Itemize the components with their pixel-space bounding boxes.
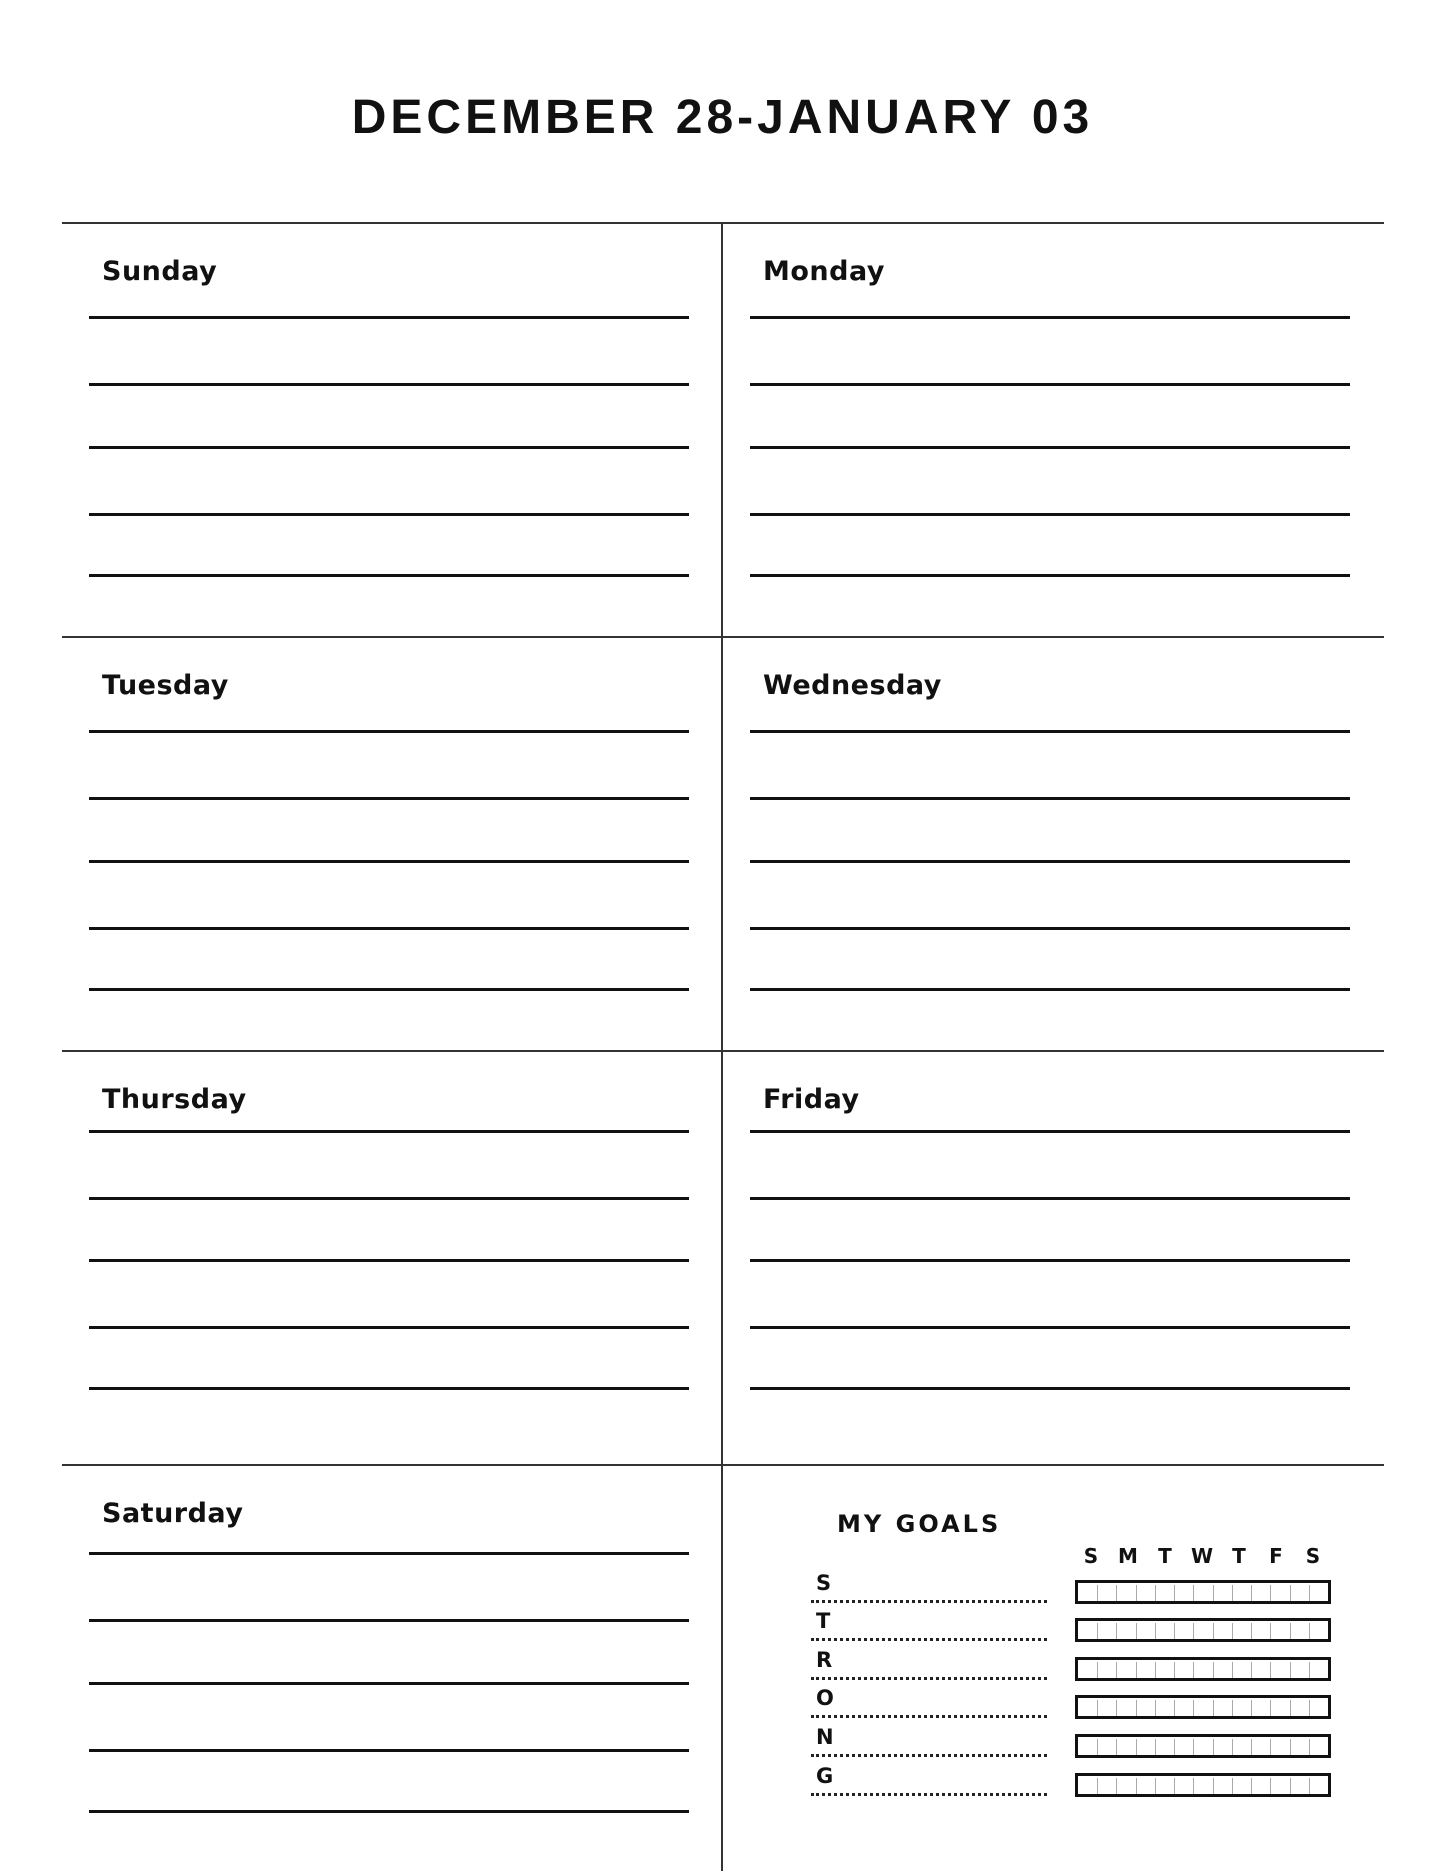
tracker-tick: [1155, 1585, 1156, 1601]
tracker-tick: [1174, 1662, 1175, 1678]
writing-line[interactable]: [89, 730, 689, 733]
tracker-tick: [1213, 1739, 1214, 1755]
writing-line[interactable]: [750, 860, 1350, 863]
tracker-tick: [1213, 1623, 1214, 1639]
goal-tracker[interactable]: [1075, 1695, 1331, 1719]
tracker-tick: [1290, 1662, 1291, 1678]
writing-line[interactable]: [89, 988, 689, 991]
tracker-tick: [1193, 1662, 1194, 1678]
day-cell-monday: [723, 224, 1384, 638]
tracker-tick: [1193, 1623, 1194, 1639]
day-cell-wednesday: [723, 638, 1384, 1052]
writing-line[interactable]: [750, 988, 1350, 991]
goal-row-o: [811, 1686, 1331, 1731]
tracker-tick: [1232, 1662, 1233, 1678]
writing-line[interactable]: [750, 927, 1350, 930]
tracker-tick: [1174, 1623, 1175, 1639]
tracker-tick: [1116, 1585, 1117, 1601]
tracker-tick: [1116, 1662, 1117, 1678]
tracker-tick: [1309, 1778, 1310, 1794]
writing-line[interactable]: [89, 1197, 689, 1200]
tracker-tick: [1136, 1585, 1137, 1601]
tracker-tick: [1116, 1623, 1117, 1639]
goal-row-g: [811, 1764, 1331, 1809]
tracker-tick: [1097, 1623, 1098, 1639]
tracker-tick: [1193, 1585, 1194, 1601]
tracker-tick: [1251, 1585, 1252, 1601]
writing-line[interactable]: [89, 1259, 689, 1262]
writing-line[interactable]: [750, 316, 1350, 319]
tracker-tick: [1309, 1739, 1310, 1755]
tracker-tick: [1193, 1739, 1194, 1755]
day-label-monday: Monday: [763, 256, 885, 287]
tracker-tick: [1155, 1700, 1156, 1716]
tracker-tick: [1251, 1700, 1252, 1716]
writing-line[interactable]: [750, 1197, 1350, 1200]
tracker-tick: [1174, 1585, 1175, 1601]
writing-line[interactable]: [89, 1326, 689, 1329]
writing-line[interactable]: [750, 1259, 1350, 1262]
writing-line[interactable]: [89, 1130, 689, 1133]
tracker-tick: [1290, 1739, 1291, 1755]
goal-dotted-line[interactable]: [811, 1638, 1047, 1641]
writing-line[interactable]: [89, 574, 689, 577]
writing-line[interactable]: [89, 1810, 689, 1813]
tracker-tick: [1213, 1662, 1214, 1678]
goal-day-header: W: [1190, 1544, 1214, 1568]
tracker-tick: [1097, 1700, 1098, 1716]
tracker-tick: [1290, 1700, 1291, 1716]
day-label-friday: Friday: [763, 1084, 860, 1115]
goal-letter: O: [816, 1686, 834, 1710]
tracker-tick: [1193, 1778, 1194, 1794]
tracker-tick: [1213, 1778, 1214, 1794]
goal-tracker[interactable]: [1075, 1580, 1331, 1604]
tracker-tick: [1155, 1739, 1156, 1755]
tracker-tick: [1097, 1739, 1098, 1755]
tracker-tick: [1155, 1778, 1156, 1794]
goal-day-header: M: [1118, 1544, 1138, 1568]
tracker-tick: [1097, 1778, 1098, 1794]
day-cell-saturday: [62, 1466, 723, 1871]
tracker-tick: [1174, 1778, 1175, 1794]
goal-row-n: [811, 1725, 1331, 1770]
tracker-tick: [1213, 1585, 1214, 1601]
page-title: DECEMBER 28-JANUARY 03: [351, 91, 1094, 144]
writing-line[interactable]: [89, 797, 689, 800]
day-cell-friday: [723, 1052, 1384, 1466]
tracker-tick: [1116, 1778, 1117, 1794]
tracker-tick: [1309, 1623, 1310, 1639]
tracker-tick: [1193, 1700, 1194, 1716]
tracker-tick: [1155, 1662, 1156, 1678]
goal-tracker[interactable]: [1075, 1734, 1331, 1758]
goal-letter: S: [816, 1571, 832, 1595]
day-label-saturday: Saturday: [102, 1498, 244, 1529]
tracker-tick: [1174, 1700, 1175, 1716]
goal-row-s: [811, 1571, 1331, 1616]
tracker-tick: [1213, 1700, 1214, 1716]
writing-line[interactable]: [750, 797, 1350, 800]
writing-line[interactable]: [89, 383, 689, 386]
tracker-tick: [1270, 1778, 1271, 1794]
tracker-tick: [1136, 1778, 1137, 1794]
tracker-tick: [1116, 1700, 1117, 1716]
goal-row-r: [811, 1648, 1331, 1693]
goal-day-header: F: [1269, 1544, 1283, 1568]
goal-dotted-line[interactable]: [811, 1754, 1047, 1757]
writing-line[interactable]: [750, 383, 1350, 386]
writing-line[interactable]: [89, 1749, 689, 1752]
goal-letter: T: [816, 1609, 831, 1633]
goal-dotted-line[interactable]: [811, 1793, 1047, 1796]
goal-day-header: S: [1083, 1544, 1099, 1568]
goal-day-header: T: [1158, 1544, 1172, 1568]
tracker-tick: [1309, 1585, 1310, 1601]
goal-tracker[interactable]: [1075, 1657, 1331, 1681]
goal-dotted-line[interactable]: [811, 1600, 1047, 1603]
tracker-tick: [1290, 1778, 1291, 1794]
tracker-tick: [1097, 1585, 1098, 1601]
tracker-tick: [1290, 1585, 1291, 1601]
day-cell-thursday: [62, 1052, 723, 1466]
writing-line[interactable]: [89, 1619, 689, 1622]
goal-day-header: S: [1305, 1544, 1321, 1568]
writing-line[interactable]: [89, 316, 689, 319]
writing-line[interactable]: [750, 513, 1350, 516]
tracker-tick: [1155, 1623, 1156, 1639]
writing-line[interactable]: [750, 1387, 1350, 1390]
tracker-tick: [1174, 1739, 1175, 1755]
writing-line[interactable]: [89, 860, 689, 863]
writing-line[interactable]: [750, 1326, 1350, 1329]
goal-letter: R: [816, 1648, 833, 1672]
tracker-tick: [1116, 1739, 1117, 1755]
tracker-tick: [1097, 1662, 1098, 1678]
tracker-tick: [1309, 1700, 1310, 1716]
tracker-tick: [1270, 1739, 1271, 1755]
goals-title: MY GOALS: [837, 1510, 1002, 1538]
day-label-tuesday: Tuesday: [102, 670, 229, 701]
tracker-tick: [1136, 1700, 1137, 1716]
goal-tracker[interactable]: [1075, 1618, 1331, 1642]
tracker-tick: [1270, 1662, 1271, 1678]
goals-panel: [723, 1468, 1384, 1871]
writing-line[interactable]: [89, 1682, 689, 1685]
writing-line[interactable]: [89, 513, 689, 516]
day-cell-sunday: [62, 224, 723, 638]
goal-row-t: [811, 1609, 1331, 1654]
tracker-tick: [1251, 1739, 1252, 1755]
tracker-tick: [1232, 1739, 1233, 1755]
writing-line[interactable]: [89, 927, 689, 930]
tracker-tick: [1232, 1700, 1233, 1716]
tracker-tick: [1270, 1585, 1271, 1601]
tracker-tick: [1270, 1623, 1271, 1639]
writing-line[interactable]: [89, 1552, 689, 1555]
day-label-sunday: Sunday: [102, 256, 218, 287]
tracker-tick: [1232, 1585, 1233, 1601]
tracker-tick: [1251, 1623, 1252, 1639]
tracker-tick: [1251, 1778, 1252, 1794]
tracker-tick: [1136, 1623, 1137, 1639]
tracker-tick: [1136, 1739, 1137, 1755]
writing-line[interactable]: [750, 1130, 1350, 1133]
tracker-tick: [1251, 1662, 1252, 1678]
goal-letter: G: [816, 1764, 834, 1788]
tracker-tick: [1136, 1662, 1137, 1678]
tracker-tick: [1270, 1700, 1271, 1716]
day-label-thursday: Thursday: [102, 1084, 247, 1115]
writing-line[interactable]: [750, 446, 1350, 449]
writing-line[interactable]: [750, 730, 1350, 733]
goal-dotted-line[interactable]: [811, 1677, 1047, 1680]
tracker-tick: [1290, 1623, 1291, 1639]
goal-tracker[interactable]: [1075, 1773, 1331, 1797]
tracker-tick: [1309, 1662, 1310, 1678]
goal-letter: N: [816, 1725, 834, 1749]
day-label-wednesday: Wednesday: [763, 670, 942, 701]
day-cell-tuesday: [62, 638, 723, 1052]
goal-day-header: T: [1232, 1544, 1246, 1568]
writing-line[interactable]: [750, 574, 1350, 577]
goal-dotted-line[interactable]: [811, 1715, 1047, 1718]
writing-line[interactable]: [89, 1387, 689, 1390]
tracker-tick: [1232, 1778, 1233, 1794]
tracker-tick: [1232, 1623, 1233, 1639]
writing-line[interactable]: [89, 446, 689, 449]
